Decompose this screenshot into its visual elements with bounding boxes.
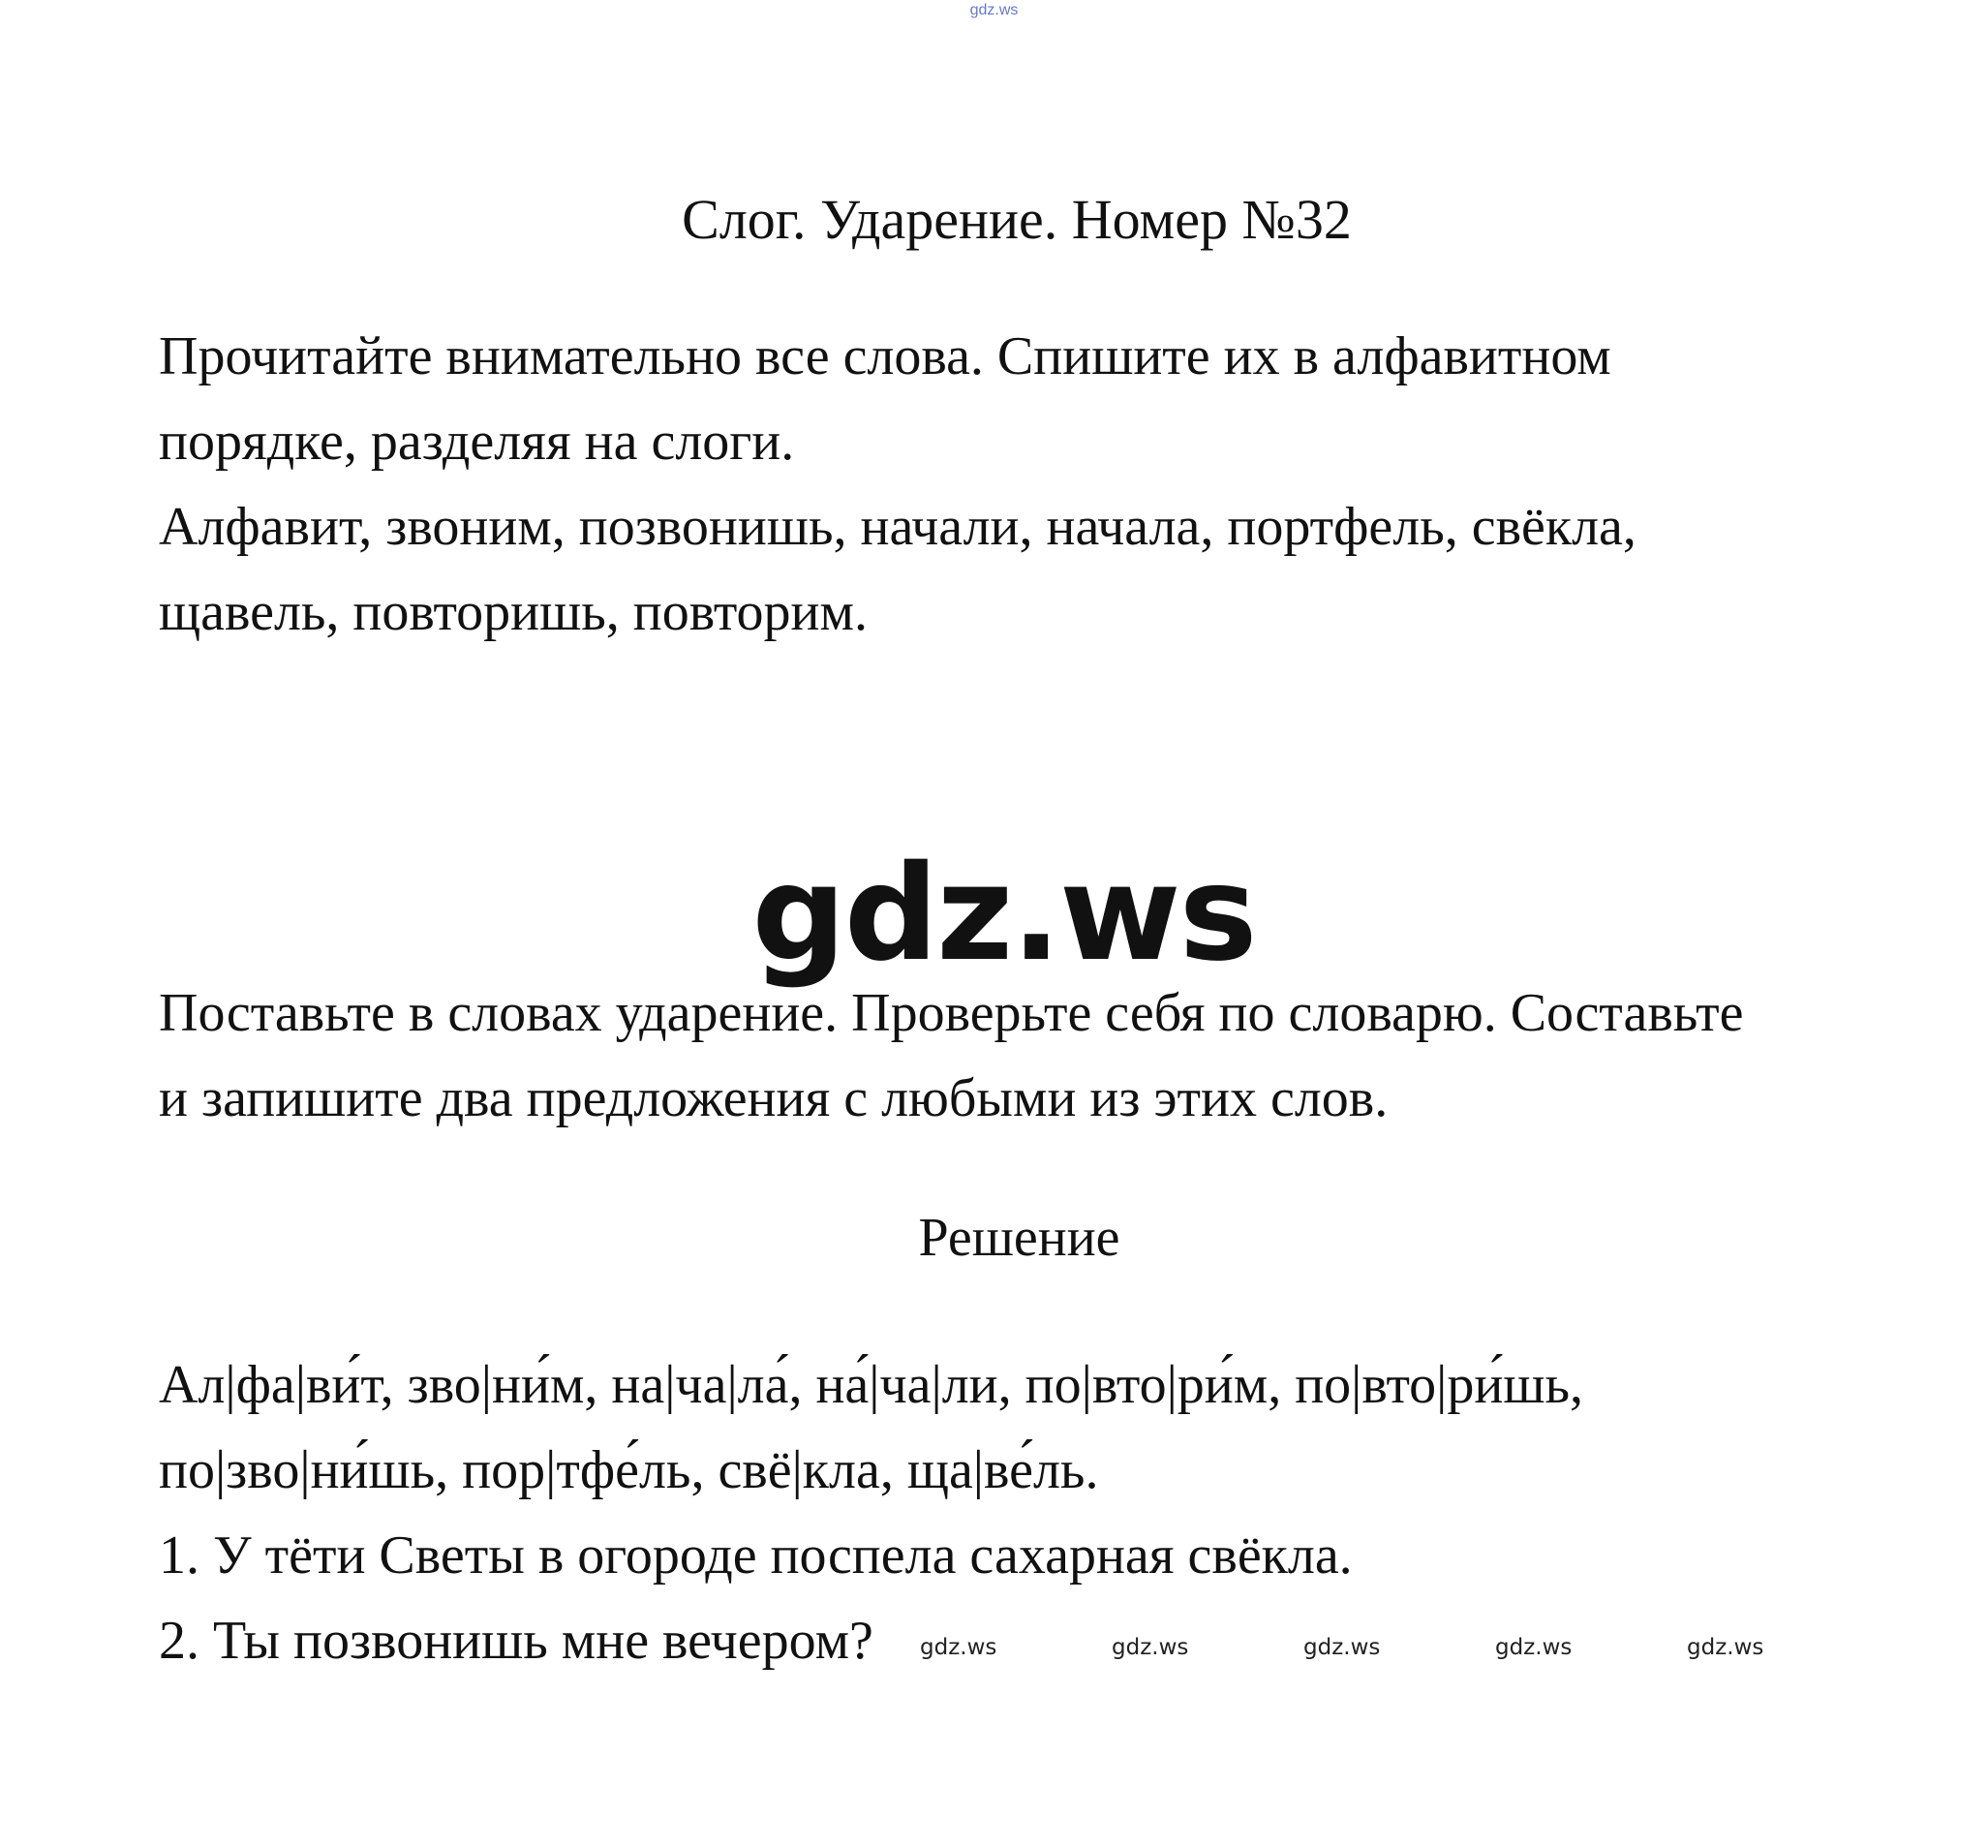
task1-words-line-1: Алфавит, звоним, позвонишь, начали, начала, портфель, свёкла, — [159, 497, 1636, 557]
task2-instruction-line-1: Поставьте в словах ударение. Проверьте себя по словарю. Составьте — [159, 983, 1744, 1043]
bottom-watermark-2: gdz.ws — [1112, 1635, 1189, 1660]
task1-instruction-line-1: Прочитайте внимательно все слова. Спишите их в алфавитном — [159, 326, 1611, 386]
task1-words-line-2: щавель, повторишь, повторим. — [159, 582, 868, 642]
solution-heading: Решение — [918, 1208, 1120, 1268]
top-watermark: gdz.ws — [969, 2, 1019, 18]
bottom-watermark-1: gdz.ws — [920, 1635, 997, 1660]
center-watermark: gdz.ws — [751, 838, 1256, 991]
solution-line-2: по|зво|ни́шь, пор|тфе́ль, свё|кла, ща|ве́ль. — [159, 1440, 1099, 1500]
page-title: Слог. Ударение. Номер №32 — [682, 188, 1352, 251]
bottom-watermark-4: gdz.ws — [1495, 1635, 1573, 1660]
task2-instruction-line-2: и запишите два предложения с любыми из этих слов. — [159, 1068, 1389, 1128]
solution-line-1: Ал|фа|ви́т, зво|ни́м, на|ча|ла́, на́|ча|ли, по|вто|ри́м, по|вто|ри́шь, — [159, 1355, 1584, 1415]
task1-instruction-line-2: порядке, разделяя на слоги. — [159, 412, 795, 472]
bottom-watermark-5: gdz.ws — [1687, 1635, 1764, 1660]
bottom-watermark-3: gdz.ws — [1303, 1635, 1381, 1660]
solution-line-3: 1. У тёти Светы в огороде поспела сахарная свёкла. — [159, 1525, 1353, 1586]
solution-line-4: 2. Ты позвонишь мне вечером? — [159, 1611, 873, 1671]
